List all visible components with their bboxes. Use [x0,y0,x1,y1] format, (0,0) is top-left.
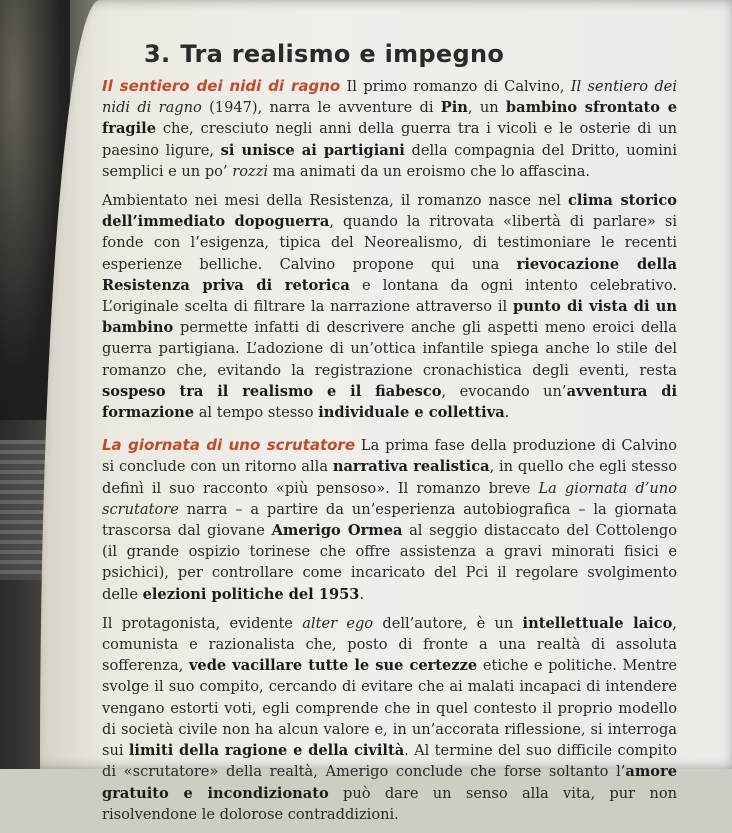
highlight: si unisce ai partigiani [220,141,405,159]
text-run: può dare un senso alla vita, pur non risolvendone le dolorose contraddizioni. [102,784,678,823]
text-run: . Al termine del suo difficile compito di «scrutatore» della realtà, Amerigo conclude che forse soltanto l’ [102,742,677,781]
text-run: . [359,585,365,603]
italic-run: rozzi [232,162,269,180]
highlight: rievocazione della Resistenza priva di retorica [102,255,678,294]
text-column [102,40,677,833]
text-run: Il protagonista, evidente [102,614,303,632]
book-page [40,0,732,823]
section-number: 3. [144,40,171,68]
text-run: permette infatti di descrivere anche gli aspetti meno eroici della guerra partigiana. L’adozione di un’ottica infantile spiega anche lo stile del romanzo che, evitando la registrazione cronachistica degli eventi, resta [102,319,677,379]
highlight: Pin [440,99,468,117]
highlight: individuale e collettiva [318,404,505,422]
highlight: Amerigo Ormea [271,522,403,540]
paragraph-lead: Il sentiero dei nidi di ragno [102,77,341,95]
text-run: che, cresciuto negli anni della guerra tra i vicoli e le osterie di un paesino ligure, [102,120,677,159]
highlight: avventura di formazione [102,382,677,422]
highlight: vede vacillare tutte le sue certezze [188,657,478,675]
text-run: . [504,404,510,422]
highlight: limiti della ragione e della civiltà [128,742,405,760]
highlight: sospeso tra il realismo e il fiabesco [102,382,442,400]
paragraph-lead: La giornata di uno scrutatore [102,436,355,455]
highlight: intellettuale laico [522,614,673,632]
highlight: narrativa realistica [332,458,490,476]
text-run: , in quello che egli stesso definì il suo racconto «più pensoso». Il romanzo breve [102,458,678,497]
text-run: Ambientato nei mesi della Resistenza, il romanzo nasce nel [102,192,568,210]
italic-run: alter ego [302,614,374,632]
highlight: punto di vista di un bambino [102,298,677,337]
paragraph-3 [102,435,677,605]
text-run: , evocando un’ [441,382,567,400]
highlight: amore gratuito e incondizionato [102,763,677,802]
text-run: narra – a partire da un’esperienza autobiografica – la giornata trascorsa dal giovane [102,500,677,540]
text-run: della compagnia del Dritto, uomini semplici e un po’ [102,141,677,180]
section-title-text: Tra realismo e impegno [180,40,505,68]
text-run: , quando la ritrovata «libertà di parlare» si fonde con l’esigenza, tipica del Neorealismo, di testimoniare le recenti esperienze belliche. Calvino propone qui una [102,213,677,273]
text-run: al seggio distaccato del Cottolengo (il grande ospizio torinese che offre assistenza a gravi minorati fisici e psichici), per controllare come incaricato del Pci il regolare svolgimento delle [102,522,677,603]
highlight: clima storico dell’immediato dopoguerra [102,192,677,231]
text-run: (1947), narra le avventure di [201,99,441,117]
text-run: ma animati da un eroismo che lo affascina. [268,162,591,180]
section-title [144,40,677,68]
highlight: elezioni politiche del 1953 [142,585,360,603]
paragraph-4 [102,613,677,825]
work-title: Il sentiero dei nidi di ragno [102,78,677,117]
highlight: bambino sfrontato e fragile [102,99,678,138]
text-run: , un [467,99,506,117]
text-run: Il primo romanzo di Calvino, [340,78,571,95]
text-run: dell’autore, è un [373,614,523,632]
text-run: La prima fase della produzione di Calvino si conclude con un ritorno alla [102,437,677,476]
paragraph-2 [102,190,677,423]
text-run: e lontana da ogni intento celebrativo. L’originale scelta di filtrare la narrazione attraverso il [102,276,677,316]
paragraph-1 [102,76,677,182]
text-run: , comunista e razionalista che, posto di fronte a una realtà di assoluta sofferenza, [102,614,677,675]
work-title: La giornata d’uno scrutatore [102,479,677,518]
text-run: al tempo stesso [194,404,319,422]
text-run: etiche e politiche. Mentre svolge il suo compito, cercando di evitare che ai malati incapaci di intendere vengano estorti voti, egli comprende che in quel contesto il proprio modello di società civile non ha alcun valore e, in un’accorata riflessione, si interroga sui [102,657,677,760]
